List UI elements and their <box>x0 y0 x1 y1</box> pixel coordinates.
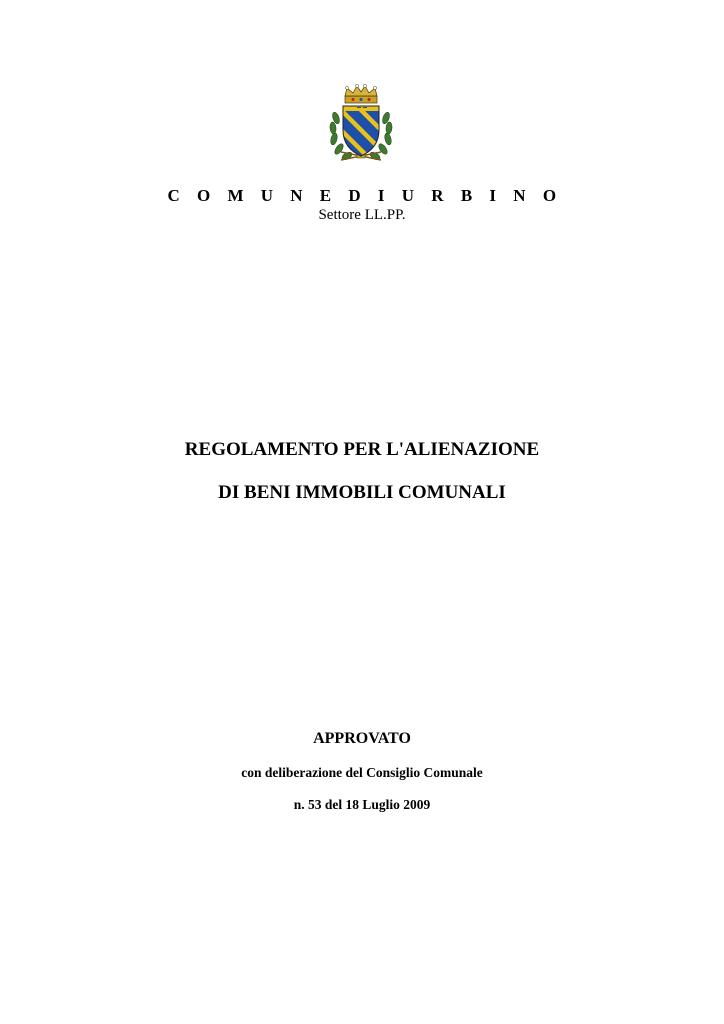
coat-of-arms-icon <box>327 84 395 166</box>
approval-resolution: con deliberazione del Consiglio Comunale <box>241 765 483 780</box>
municipality-name: C O M U N E D I U R B I N O <box>167 186 563 205</box>
approval-heading: APPROVATO <box>313 730 411 747</box>
document-title-line-1: REGOLAMENTO PER L'ALIENAZIONE <box>184 439 540 460</box>
department-name: Settore LL.PP. <box>318 207 406 223</box>
approval-number-date: n. 53 del 18 Luglio 2009 <box>293 797 431 812</box>
document-title-line-2: DI BENI IMMOBILI COMUNALI <box>218 482 506 503</box>
